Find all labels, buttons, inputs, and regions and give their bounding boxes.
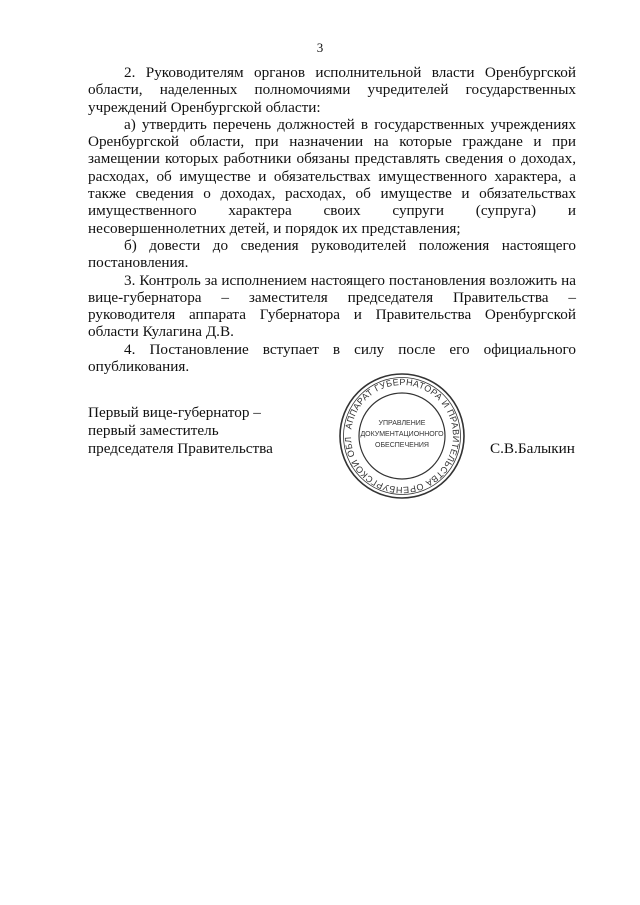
signature-position-line: первый заместитель [88, 422, 219, 439]
signature-position [88, 404, 348, 458]
stamp-center-line: ОБЕСПЕЧЕНИЯ [375, 442, 429, 449]
document-body [88, 64, 576, 375]
paragraph-3: 3. Контроль за исполнением настоящего постановления возложить на вице-губернатора – заместителя председателя Правительства – руководителя аппарата Губернатора и Правительства Оренбургской области Кулагина Д.В. [88, 271, 576, 341]
signature-name: С.В.Балыкин [490, 440, 575, 457]
official-stamp [337, 371, 467, 501]
paragraph-2a: а) утвердить перечень должностей в государственных учреждениях Оренбургской области, при назначении на которые граждане и при замещении которых работники обязаны представлять сведения о доходах, расходах, об имуществе и обязательствах имущественного характера, а также сведения о доходах, расходах, об имуществе и обязательствах имущественного характера своих супруги (супруга) и несовершеннолетних детей, и порядок их представления; [88, 115, 576, 237]
stamp-center-line: ДОКУМЕНТАЦИОННОГО [360, 431, 444, 438]
stamp-seal [337, 371, 467, 501]
signature-position-line: Первый вице-губернатор – [88, 404, 261, 421]
page-number: 3 [316, 40, 324, 55]
signature-position-line: председателя Правительства [88, 440, 273, 457]
paragraph-4: 4. Постановление вступает в силу после его официального опубликования. [88, 340, 576, 376]
stamp-ring-text: АППАРАТ ГУБЕРНАТОРА И ПРАВИТЕЛЬСТВА ОРЕНБУРГСКОЙ ОБЛ [342, 376, 462, 496]
paragraph-2b: б) довести до сведения руководителей положения настоящего постановления. [88, 236, 576, 272]
stamp-center-line: УПРАВЛЕНИЕ [378, 420, 426, 427]
paragraph-2: 2. Руководителям органов исполнительной власти Оренбургской области, наделенных полномочиями учредителей государственных учреждений Оренбургской области: [88, 64, 576, 116]
